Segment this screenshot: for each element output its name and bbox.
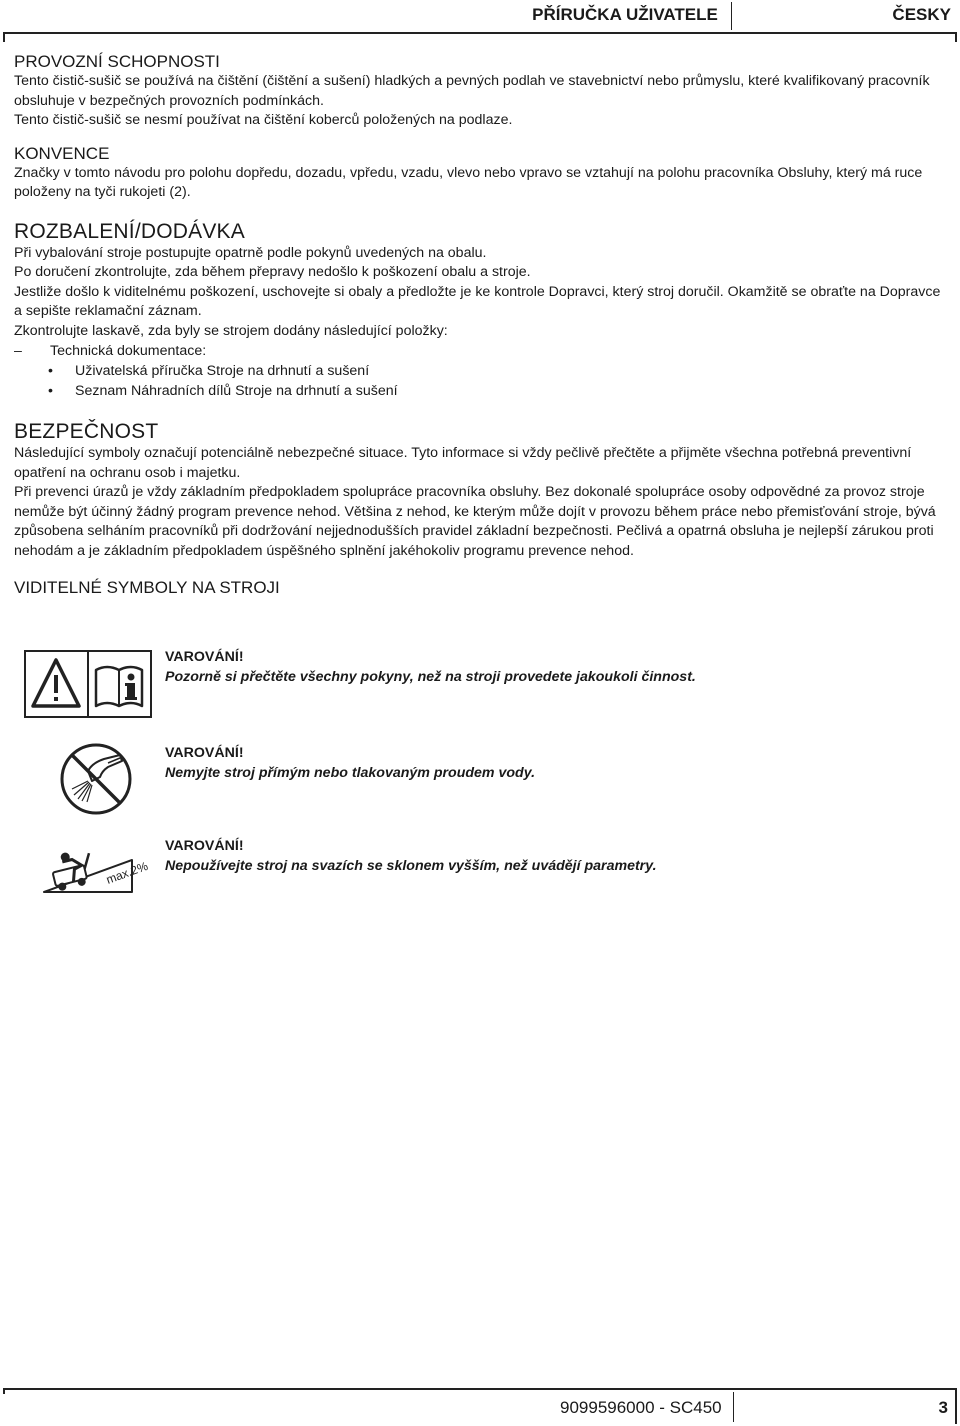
read-manual-icon [24,650,152,723]
paragraph: Značky v tomto návodu pro polohu dopředu, dozadu, vpředu, vzadu, vlevo nebo vpravo se vztahují na polohu pracovníka Obsluhy, který má ruce položeny na tyči rukojeti (2). [14,164,923,200]
list-item [14,341,944,361]
header-rule-left-tick [3,32,5,42]
paragraph: Při prevenci úrazů je vždy základním předpokladem spolupráce pracovníka obsluhy. Bez dokonalé spolupráce osoby odpovědné za provoz stroje nemůže být účinný žádný program prevence nehod. Většina z nehod, ke kterým může dojít v provozu během práce nebo přemisťování stroje, bývá způsobena selháním pracovníků při dodržování nejjednodušších pravidel základní bezpečnosti. Pečlivá a opatrná obsluha je nejlepší zárukou proti nehodám a je základním předpokladem úspěšného splnění jakéhokoliv programu prevence nehod. [14,484,936,559]
section-provozni [14,52,944,131]
list-item-text: Seznam Náhradních dílů Stroje na drhnutí a sušení [75,383,398,399]
warning-text-block [165,743,535,783]
footer-rule [3,1388,957,1390]
footer-rule-right-edge [955,1388,957,1424]
paragraph: Při vybalování stroje postupujte opatrně podle pokynů uvedených na obalu. [14,244,487,261]
warning-title: VAROVÁNÍ! [165,745,244,761]
warning-title: VAROVÁNÍ! [165,838,244,854]
paragraph: Zkontrolujte laskavě, zda byly se strojem dodány následující položky: [14,322,448,339]
page-footer [0,1388,960,1426]
max-slope-icon [42,846,150,899]
header-rule-right-tick [955,32,957,42]
header-divider [731,2,732,30]
manual-title: PŘÍRUČKA UŽIVATELE [532,5,718,24]
page-header [0,0,960,33]
bullet-marker: • [48,383,53,399]
section-symboly [14,578,944,598]
section-heading: PROVOZNÍ SCHOPNOSTI [14,52,220,71]
list-item-text: Technická dokumentace: [50,343,207,359]
language-label: ČESKY [892,5,951,24]
document-code: 9099596000 - SC450 [560,1398,722,1417]
no-water-jet-icon [58,741,134,822]
warning-text: Nemyjte stroj přímým nebo tlakovaným proudem vody. [165,765,536,781]
warning-text: Nepoužívejte stroj na svazích se sklonem vyšším, než uvádějí parametry. [165,858,657,874]
list-item-text: Uživatelská příručka Stroje na drhnutí a sušení [75,363,370,379]
paragraph: Jestliže došlo k viditelnému poškození, uschovejte si obaly a předložte je ke kontrole Dopravci, který stroj doručil. Okamžitě se obraťte na Dopravce a sepište reklamační záznam. [14,283,941,319]
paragraph: Následující symboly označují potenciálně nebezpečné situace. Tyto informace si vždy pečlivě přečtěte a přijměte všechna potřebná preventivní opatření na ochranu osob i majetku. [14,445,912,481]
bullet-marker: • [48,363,53,379]
paragraph: Tento čistič-sušič se nesmí používat na čištění koberců položených na podlaze. [14,112,513,128]
dash-marker: – [14,343,22,359]
footer-divider [733,1392,734,1422]
warning-text: Pozorně si přečtěte všechny pokyny, než na stroji provedete jakoukoli činnost. [165,669,696,685]
section-heading: ROZBALENÍ/DODÁVKA [14,219,245,243]
warning-text-block [165,836,657,876]
section-heading: VIDITELNÉ SYMBOLY NA STROJI [14,578,280,597]
header-rule [3,32,957,34]
section-bezpecnost [14,420,944,561]
paragraph: Po doručení zkontrolujte, zda během přepravy nedošlo k poškození obalu a stroje. [14,264,531,280]
slope-label: max.2% [104,858,150,887]
page-number: 3 [938,1398,948,1417]
page-content [14,52,944,598]
section-konvence [14,144,944,203]
footer-rule-left-tick [3,1388,5,1394]
section-rozbaleni [14,220,944,402]
paragraph: Tento čistič-sušič se používá na čištění (čištění a sušení) hladkých a pevných podlah ve stavebnictví nebo průmyslu, které kvalifikovaný pracovník obsluhuje v bezpečných provozních podmínkách. [14,73,930,109]
list-item [14,381,944,401]
section-heading: BEZPEČNOST [14,420,159,443]
section-heading: KONVENCE [14,143,110,163]
warning-text-block [165,647,696,687]
warning-title: VAROVÁNÍ! [165,649,244,665]
list-item [14,361,944,381]
